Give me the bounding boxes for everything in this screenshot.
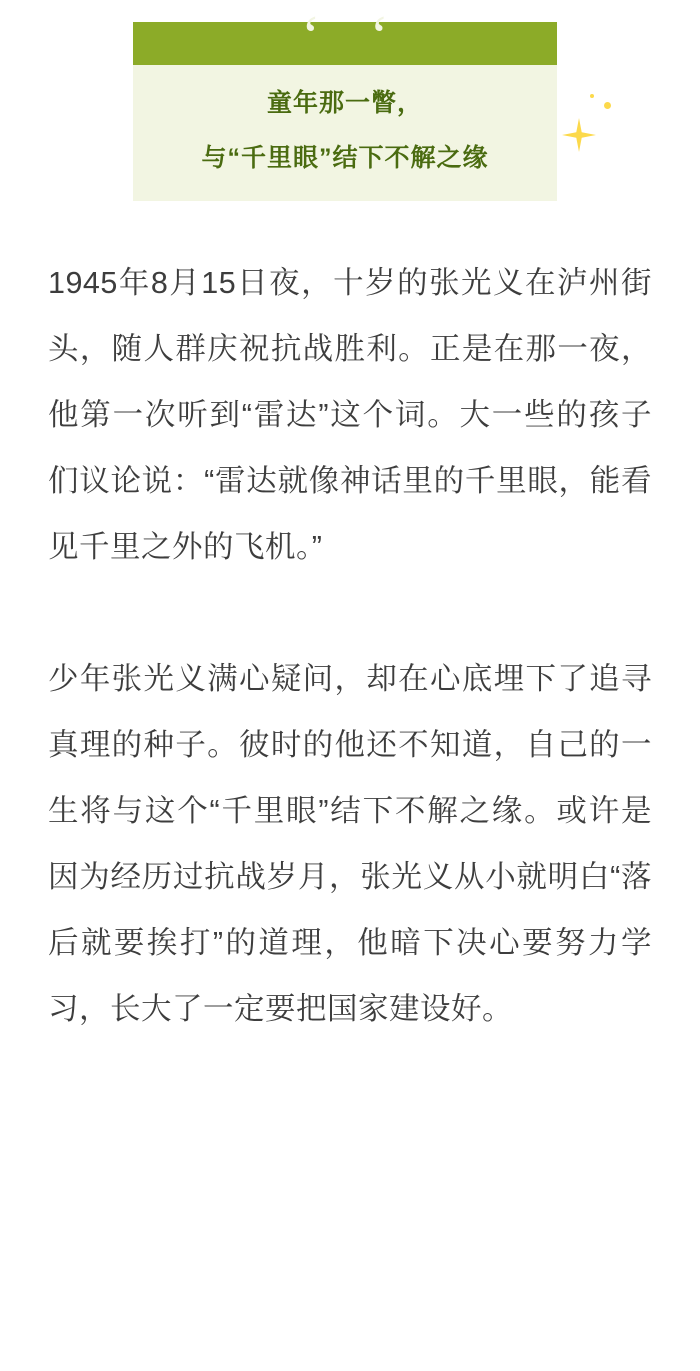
heading-section <box>0 5 700 250</box>
double-quote-icon: ‘‘ <box>301 5 443 67</box>
heading-line-1: 童年那一瞥， <box>266 89 423 117</box>
heading-text-block <box>133 65 557 201</box>
sparkle-dot-small <box>590 94 594 98</box>
sparkle-star-shape <box>562 118 596 152</box>
article-body <box>0 250 700 1082</box>
paragraph: 1945年8月15日夜，十岁的张光义在泸州街头，随人群庆祝抗战胜利。正是在那一夜，他第一次听到“雷达”这个词。大一些的孩子们议论说：“雷达就像神话里的千里眼，能看见千里之外的飞机。” <box>48 266 652 564</box>
heading-top-bar <box>133 5 557 67</box>
sparkle-icon <box>560 94 620 164</box>
heading-line-2: 与“千里眼”结下不解之缘 <box>201 144 489 172</box>
paragraph: 少年张光义满心疑问，却在心底埋下了追寻真理的种子。彼时的他还不知道，自己的一生将与这个“千里眼”结下不解之缘。或许是因为经历过抗战岁月，张光义从小就明白“落后就要挨打”的道理，他暗下决心要努力学习，长大了一定要把国家建设好。 <box>48 662 652 1026</box>
article-page <box>0 5 700 1371</box>
heading-card <box>133 5 557 201</box>
sparkle-dot-large <box>604 102 611 109</box>
